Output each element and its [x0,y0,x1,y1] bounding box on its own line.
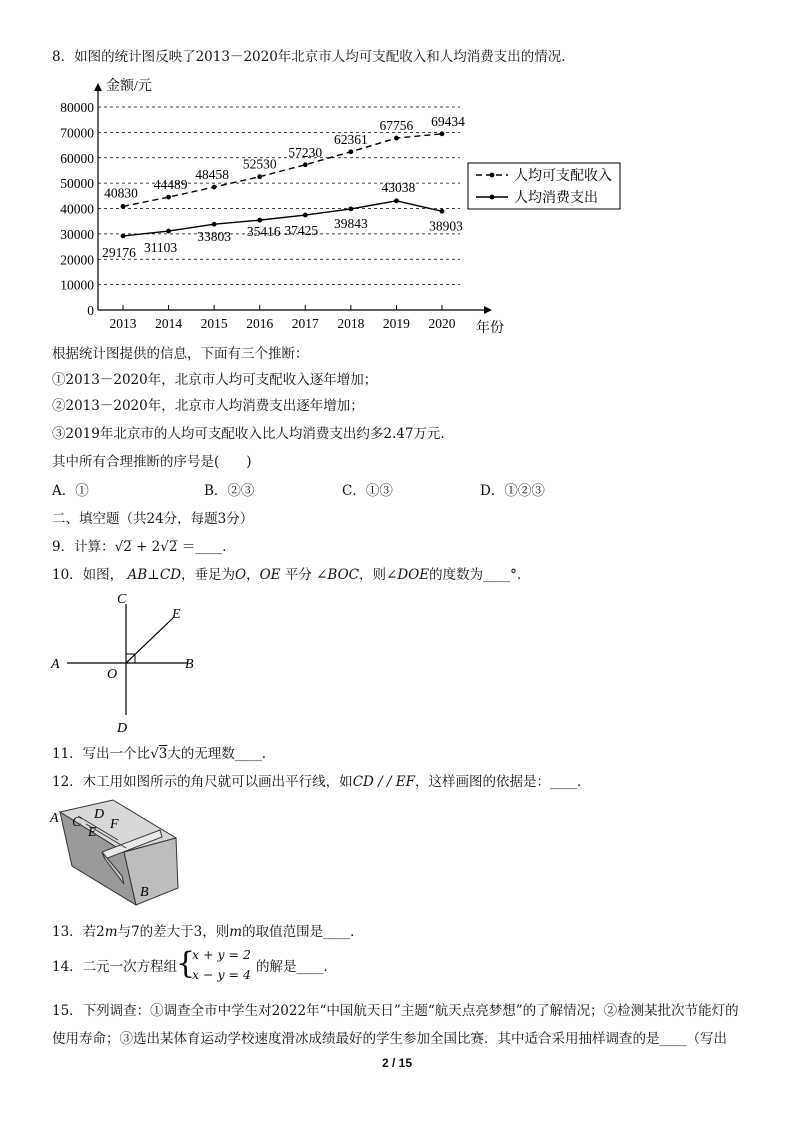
y-axis-arrow [94,83,102,91]
q14-eq2: x − y = 4 [192,967,251,982]
q9-expression: √2̅ + 2√2̅ [114,539,182,555]
data-label: 43038 [381,179,416,195]
q13-suffix: 的取值范围是____． [242,924,364,940]
label-a: A [50,811,59,826]
q10-ab: AB [127,567,148,583]
q8-after: 根据统计图提供的信息，下面有三个推断： [52,346,309,362]
x-tick-label: 2017 [291,316,319,331]
data-point [121,234,126,239]
y-tick-label: 80000 [60,100,94,115]
data-label: 67756 [379,118,414,134]
y-tick-label: 70000 [60,125,94,141]
data-point [440,131,445,136]
section-heading: 二、填空题（共24分，每题3分） [52,511,254,527]
data-point [257,174,262,179]
q12 [52,773,591,791]
q15-line2: 使用寿命；③选出某体育运动学校速度滑冰成绩最好的学生参加全国比赛．其中适合采用抽样调查的是____（写出 [52,1031,727,1047]
q10-suffix: 的度数为____°． [429,567,531,583]
data-label: 38903 [429,218,463,234]
x-tick-label: 2013 [109,316,137,331]
data-label: 57230 [288,144,323,160]
q9-prefix: 9．计算： [52,539,115,555]
q10-oe: OE [259,567,281,583]
y-tick-label: 20000 [60,252,94,268]
data-point [212,185,217,190]
q10-angle-boc: ∠BOC [316,567,360,583]
y-tick-label: 10000 [60,277,94,293]
perpendicular-lines-figure [45,590,225,740]
q8-option-d: D．①②③ [480,483,545,499]
data-label: 37425 [284,223,319,239]
q8-ask: 其中所有合理推断的序号是( ) [52,454,252,470]
label-e: E [88,825,97,840]
q8-stem: 8．如图的统计图反映了2013－2020年北京市人均可支配收入和人均消费支出的情况． [52,49,575,65]
q14-suffix: 的解是____． [256,959,337,975]
data-label: 69434 [431,113,465,129]
data-point [303,162,308,167]
q10-mid: ，垂足为 [181,567,236,583]
q10-mid2: 平分 [280,567,317,583]
q8-option-a: A．① [52,483,89,499]
y-tick-label: 40000 [60,201,94,217]
q13-var-m2: m [229,924,243,940]
label-e: E [172,607,181,622]
data-point [166,195,171,200]
q11-sqrt: √3 [150,746,168,762]
q14-eq1: x + y = 2 [192,947,251,962]
data-point [303,213,308,218]
x-tick-label: 2014 [155,316,183,331]
q10-cd: CD [159,567,182,583]
label-c: C [117,592,127,607]
q14-prefix: 14．二元一次方程组 [52,959,178,975]
data-label: 31103 [143,240,178,256]
q11-prefix: 11．写出一个比 [52,746,151,762]
q14-brace: { [176,946,196,981]
data-label: 40830 [104,185,138,201]
label-f: F [110,817,119,832]
q10-mid3: ，则 [359,567,387,583]
x-tick-label: 2020 [428,316,456,331]
data-point [394,136,399,141]
q12-math: CD / / EF [352,774,416,790]
data-point [348,206,353,211]
data-label: 62361 [333,131,368,147]
q10 [52,566,530,584]
data-point [394,198,399,203]
data-label: 35416 [246,224,281,240]
y-axis-label: 金额/元 [106,79,152,94]
x-tick-label: 2019 [382,316,410,331]
q14 [52,958,177,976]
q13-prefix: 13．若2 [52,924,105,940]
carpenter-square-figure [48,800,188,915]
q12-prefix: 12．木工用如图所示的角尺就可以画出平行线，如 [52,774,353,790]
data-point [166,229,171,234]
data-point [212,222,217,227]
x-tick-label: 2016 [246,316,274,331]
label-o: O [107,667,118,682]
y-tick-label: 0 [87,303,94,318]
data-label: 44489 [153,177,188,193]
q8-item-1: ①2013－2020年，北京市人均可支配收入逐年增加； [52,372,378,388]
x-axis-label: 年份 [476,321,504,336]
label-c: C [72,815,82,830]
legend-marker-income [490,173,495,178]
q10-prefix: 10．如图， [52,567,124,583]
q11 [52,745,275,763]
label-d: D [117,721,128,736]
series-line-income [123,131,442,207]
ray-oe [126,618,173,663]
q10-o: O [235,567,247,583]
label-d: D [94,807,105,822]
legend-label-income: 人均可支配收入 [514,169,612,184]
y-tick-label: 50000 [60,176,94,192]
q10-perp: ⊥ [147,567,160,583]
y-tick-label: 60000 [60,150,94,166]
y-tick-label: 30000 [60,226,94,242]
data-point [440,209,445,214]
page-number: 2 / 15 [381,1056,413,1070]
data-label: 48458 [195,167,230,183]
data-point [121,204,126,209]
data-label: 33803 [197,229,232,245]
q13-var-m: m [104,924,118,940]
x-axis-arrow [484,306,492,314]
legend-label-spending: 人均消费支出 [514,191,598,206]
q15-line1: 15．下列调查：①调查全市中学生对2022年“中国航天日”主题“航天点亮梦想”的了解情况；②检测某批次节能灯的 [52,1003,739,1019]
label-a: A [51,657,60,672]
q11-radicand: 3 [158,746,168,762]
q12-suffix: ，这样画图的依据是：____． [415,774,591,790]
data-label: 29176 [102,244,136,260]
q10-comma: ， [246,567,260,583]
q11-suffix: 大的无理数____． [167,746,276,762]
q10-angle-doe: ∠DOE [386,567,430,583]
data-label: 52530 [242,156,277,172]
q13-mid: 与7的差大于3，则 [117,924,230,940]
data-label: 39843 [333,215,368,231]
q8-option-c: C．①③ [342,483,393,499]
x-tick-label: 2018 [337,316,365,331]
data-point [257,218,262,223]
q9-suffix: ＝____． [181,539,236,555]
x-tick-label: 2015 [200,316,228,331]
q8-item-3: ③2019年北京市的人均可支配收入比人均消费支出约多2.47万元． [52,426,454,442]
legend-marker-spending [490,195,495,200]
q8-option-b: B．②③ [204,483,255,499]
q8-item-2: ②2013－2020年，北京市人均消费支出逐年增加； [52,398,364,414]
label-b: B [185,657,194,672]
q13 [52,923,364,941]
label-b: B [140,885,149,900]
line-chart [40,75,680,336]
data-point [348,149,353,154]
q9 [52,538,236,556]
